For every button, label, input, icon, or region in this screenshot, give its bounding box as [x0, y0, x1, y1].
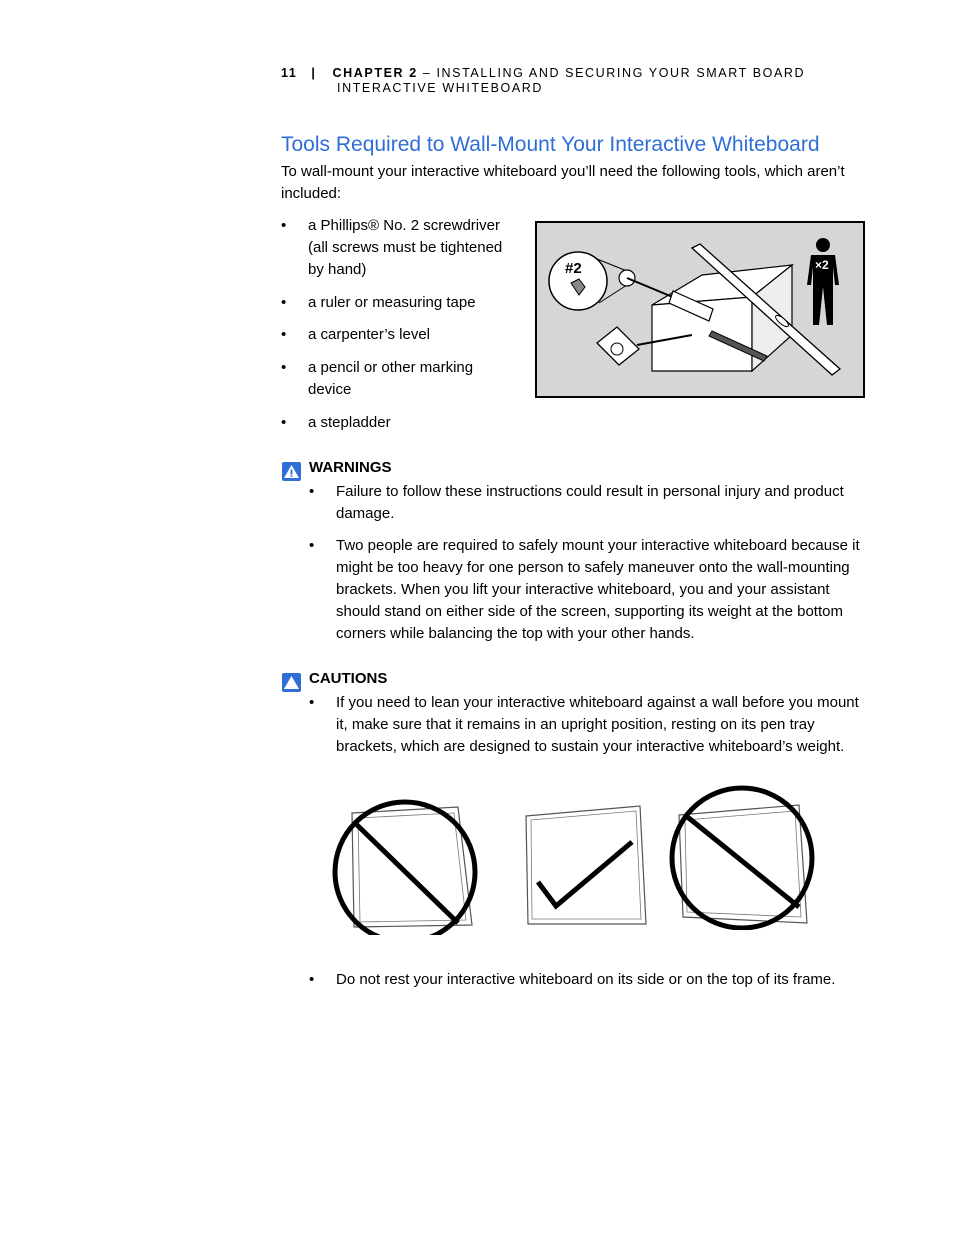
warnings-heading: WARNINGS — [309, 459, 392, 476]
tools-illustration — [535, 221, 865, 398]
tool-text: a pencil or other marking device — [308, 359, 474, 398]
chapter-title-line1: – INSTALLING AND SECURING YOUR SMART BOARD — [422, 66, 806, 80]
bullet: • — [281, 326, 287, 343]
page-number: 11 — [281, 66, 298, 80]
tool-text: a carpenter’s level — [308, 326, 431, 343]
incorrect-orientation-side-figure — [330, 785, 490, 935]
bullet: • — [309, 971, 315, 988]
tools-drawing — [537, 223, 863, 396]
chapter-title-line2: INTERACTIVE WHITEBOARD — [337, 81, 544, 95]
tool-text: a Phillips® No. 2 screwdriver (all screws must be tightened by hand) — [308, 217, 503, 278]
warning-icon — [282, 462, 301, 481]
section-intro: To wall-mount your interactive whiteboard you’ll need the following tools, which aren’t included: — [281, 163, 845, 202]
caution-text: If you need to lean your interactive whiteboard against a wall before you mount it, make sure that it remains in an upright position, resting on its pen tray brackets, which are designed to sustain your interactive whiteboard’s weight. — [336, 694, 859, 755]
bullet: • — [281, 217, 287, 234]
header-separator: | — [311, 66, 317, 80]
bullet: • — [281, 359, 287, 376]
caution-icon — [282, 673, 301, 692]
prohibited-slash-icon — [685, 815, 799, 907]
prohibited-slash-icon — [355, 823, 458, 923]
check-icon — [538, 842, 632, 906]
tool-text: a stepladder — [308, 414, 391, 431]
bullet: • — [309, 537, 315, 554]
bullet: • — [281, 294, 287, 311]
chapter-label: CHAPTER 2 — [332, 66, 418, 80]
bullet: • — [309, 694, 315, 711]
warning-text: Two people are required to safely mount your interactive whiteboard because it might be too heavy for one person to safely maneuver onto the wall-mounting brackets. When you lift your interactive whiteboard, you and your assistant should stand on either side of the screen, supporting its weight at the bottom corners while balancing the top with your other hands. — [336, 537, 860, 642]
person-icon — [816, 238, 830, 252]
caution-text: Do not rest your interactive whiteboard on its side or on the top of its frame. — [336, 971, 836, 988]
bullet: • — [309, 483, 315, 500]
screw-size-label: #2 — [565, 260, 582, 277]
warning-text: Failure to follow these instructions could result in personal injury and product damage. — [336, 483, 844, 522]
bullet: • — [281, 414, 287, 431]
people-count-label: ×2 — [815, 258, 829, 272]
incorrect-orientation-top-figure — [665, 785, 820, 930]
tool-text: a ruler or measuring tape — [308, 294, 476, 311]
correct-orientation-figure — [520, 802, 650, 930]
cautions-heading: CAUTIONS — [309, 670, 388, 687]
running-header — [281, 66, 806, 95]
section-title: Tools Required to Wall-Mount Your Interactive Whiteboard — [281, 133, 820, 156]
